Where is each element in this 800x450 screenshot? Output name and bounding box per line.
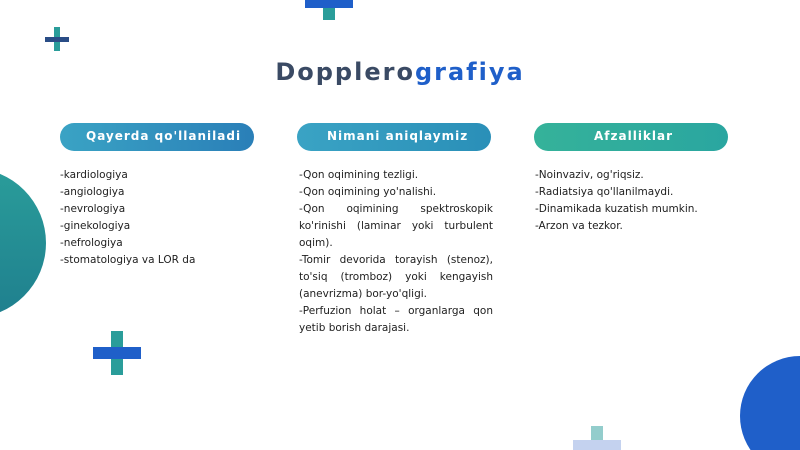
medical-cross-icon: [573, 426, 621, 450]
list-item: -Qon oqimining spektroskopik ko'rinishi (laminar yoki turbulent oqim).: [299, 203, 493, 249]
medical-cross-icon: [45, 27, 69, 51]
list-item: -nefrologiya: [60, 237, 123, 249]
title-part-accent: grafiya: [414, 58, 525, 86]
list-item: -ginekologiya: [60, 220, 131, 232]
list-item: -angiologiya: [60, 186, 125, 198]
list-item: -Noinvaziv, og'riqsiz.: [535, 169, 644, 181]
medical-cross-icon: [305, 0, 353, 22]
column-header-usage: [60, 123, 254, 151]
list-item: -stomatologiya va LOR da: [60, 254, 196, 266]
list-item: -Arzon va tezkor.: [535, 220, 623, 232]
list-item: -nevrologiya: [60, 203, 126, 215]
title-part-main: Dopplero: [275, 58, 415, 86]
decorative-half-circle-left: [0, 168, 46, 318]
list-item: -Perfuzion holat – organlarga qon yetib borish darajasi.: [299, 305, 493, 334]
decorative-circle-bottom-right: [740, 356, 800, 450]
list-item: -Tomir devorida torayish (stenoz), to'siq (tromboz) yoki kengayish (anevrizma) bor-yo'qligi.: [299, 254, 493, 300]
medical-cross-icon: [93, 331, 141, 375]
column-header-advantages: [534, 123, 728, 151]
column-header-label: Afzalliklar: [594, 129, 674, 143]
column-header-label: Nimani aniqlaymiz: [327, 129, 469, 143]
page-title: [0, 58, 800, 86]
usage-list: [60, 167, 250, 269]
list-item: -kardiologiya: [60, 169, 128, 181]
list-item: -Radiatsiya qo'llanilmaydi.: [535, 186, 674, 198]
detects-list: [299, 167, 493, 337]
list-item: -Dinamikada kuzatish mumkin.: [535, 203, 698, 215]
list-item: -Qon oqimining yo'nalishi.: [299, 186, 437, 198]
column-header-label: Qayerda qo'llaniladi: [86, 129, 242, 143]
advantages-list: [535, 167, 735, 235]
list-item: -Qon oqimining tezligi.: [299, 169, 419, 181]
column-header-detects: [297, 123, 491, 151]
